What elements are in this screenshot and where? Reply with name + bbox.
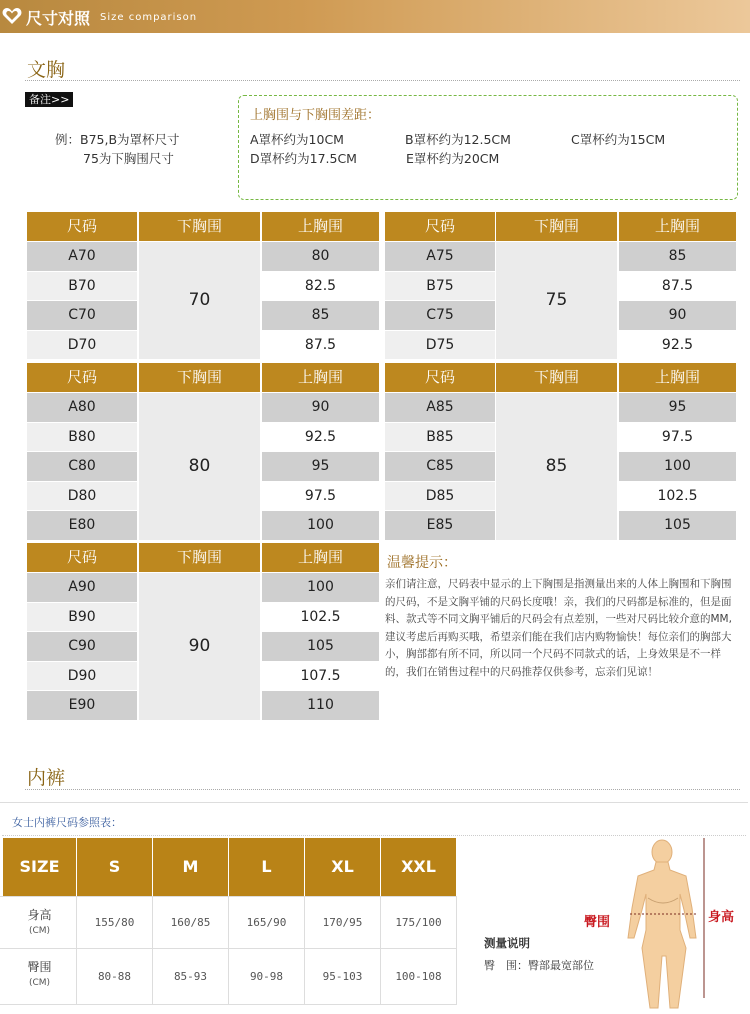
row-label: [3, 908, 76, 938]
cup-a: A罩杯约为10CM: [250, 132, 344, 147]
size-cell: E90: [27, 691, 137, 720]
size-value-cell: 95-103: [322, 970, 363, 983]
upper-bust-cell: 102.5: [262, 603, 379, 632]
size-value-cell: 175/100: [395, 916, 442, 929]
upper-bust-cell: 95: [619, 393, 736, 422]
upper-bust-cell: 97.5: [619, 423, 736, 452]
size-cell: C90: [27, 632, 137, 661]
upper-bust-cell: 102.5: [619, 482, 736, 511]
upper-bust-cell: 105: [619, 511, 736, 540]
upper-bust-cell: 110: [262, 691, 379, 720]
header-under-bust: 下胸围: [496, 212, 617, 241]
upper-bust-cell: 87.5: [262, 331, 379, 360]
banner-subtitle: Size comparison: [100, 12, 198, 23]
size-cell: E80: [27, 511, 137, 540]
header-size-xl: XL: [305, 838, 380, 896]
divider: [25, 789, 740, 790]
header-under-bust: 下胸围: [139, 543, 260, 572]
bra-section-title: 文胸: [27, 59, 66, 81]
size-value-cell: 100-108: [395, 970, 442, 983]
upper-bust-cell: 80: [262, 242, 379, 271]
size-cell: B85: [385, 423, 495, 452]
cup-b: B罩杯约为12.5CM: [405, 132, 511, 147]
figure-label-hip: 臀围: [584, 915, 611, 930]
table-gridline: [380, 896, 381, 1005]
header-size: 尺码: [385, 212, 495, 241]
divider: [2, 835, 746, 836]
under-bust-cell: 75: [496, 242, 617, 359]
heart-icon: [2, 7, 22, 25]
size-value-cell: 165/90: [246, 916, 287, 929]
measure-text: 臀 围：臀部最宽部位: [484, 959, 594, 972]
divider: [25, 80, 740, 81]
row-label: [3, 960, 76, 990]
figure-label-height: 身高: [708, 910, 735, 925]
upper-bust-cell: 105: [262, 632, 379, 661]
size-cell: B90: [27, 603, 137, 632]
table-gridline: [152, 896, 153, 1005]
under-bust-cell: 85: [496, 393, 617, 540]
note-tag: 备注>>: [25, 92, 73, 107]
size-value-cell: 90-98: [249, 970, 284, 983]
row-label-unit: (CM): [28, 926, 51, 936]
upper-bust-cell: 107.5: [262, 662, 379, 691]
header-size: 尺码: [385, 363, 495, 392]
example-line-1: 例：B75,B为罩杯尺寸: [55, 132, 180, 147]
header-upper-bust: 上胸围: [619, 363, 736, 392]
upper-bust-cell: 90: [619, 301, 736, 330]
size-cell: D85: [385, 482, 495, 511]
header-under-bust: 下胸围: [139, 363, 260, 392]
size-cell: A90: [27, 573, 137, 602]
panties-section-title: 内裤: [27, 767, 66, 789]
size-value-cell: 155/80: [94, 916, 135, 929]
panties-table-caption: 女士内裤尺码参照表：: [12, 816, 122, 829]
header-size: 尺码: [27, 543, 137, 572]
table-gridline: [76, 896, 77, 1005]
header-under-bust: 下胸围: [496, 363, 617, 392]
header-upper-bust: 上胸围: [262, 212, 379, 241]
cup-d: D罩杯约为17.5CM: [250, 151, 357, 166]
upper-bust-cell: 92.5: [619, 331, 736, 360]
cup-title: 上胸围与下胸围差距：: [250, 108, 381, 123]
size-cell: A85: [385, 393, 495, 422]
header-upper-bust: 上胸围: [619, 212, 736, 241]
table-gridline: [456, 896, 457, 1005]
upper-bust-cell: 87.5: [619, 272, 736, 301]
under-bust-cell: 80: [139, 393, 260, 540]
under-bust-cell: 70: [139, 242, 260, 359]
header-size: 尺码: [27, 363, 137, 392]
size-cell: E85: [385, 511, 495, 540]
header-size: 尺码: [27, 212, 137, 241]
row-label-text: 身高: [27, 908, 52, 922]
tip-text: 亲们请注意，尺码表中显示的上下胸围是指测量出来的人体上胸围和下胸围的尺码，不是文胸平铺的尺码长度哦！亲，我们的尺码都是标准的，但是面料、款式等不同文胸平铺后的尺码会有点差别，一些对尺码比较介意的MM,建议考虑后再购买哦，希望亲们能在我们店内购物愉快！每位亲们的胸部大小，胸部都有所不同，所以同一个尺码不同款式的话，上身效果是不一样的，我们在销售过程中的尺码推荐仅供参考，忘亲们见谅！: [385, 578, 732, 678]
example-line-2: 75为下胸围尺寸: [83, 151, 174, 166]
upper-bust-cell: 85: [619, 242, 736, 271]
upper-bust-cell: 97.5: [262, 482, 379, 511]
cup-e: E罩杯约为20CM: [406, 151, 500, 166]
size-cell: A70: [27, 242, 137, 271]
tip-title: 温馨提示：: [387, 555, 457, 571]
upper-bust-cell: 100: [262, 511, 379, 540]
header-size-l: L: [229, 838, 304, 896]
row-label-text: 臀围: [27, 960, 52, 974]
size-cell: B70: [27, 272, 137, 301]
header-size-xxl: XXL: [381, 838, 456, 896]
cup-c: C罩杯约为15CM: [571, 132, 666, 147]
size-cell: A80: [27, 393, 137, 422]
row-label-unit: (CM): [28, 978, 51, 988]
size-cell: D90: [27, 662, 137, 691]
size-cell: B80: [27, 423, 137, 452]
header-upper-bust: 上胸围: [262, 363, 379, 392]
upper-bust-cell: 100: [619, 452, 736, 481]
upper-bust-cell: 92.5: [262, 423, 379, 452]
upper-bust-cell: 90: [262, 393, 379, 422]
header-upper-bust: 上胸围: [262, 543, 379, 572]
size-cell: D75: [385, 331, 495, 360]
table-gridline: [228, 896, 229, 1005]
body-figure-illustration: [600, 838, 710, 1010]
measure-title: 测量说明: [484, 936, 530, 950]
size-value-cell: 80-88: [97, 970, 132, 983]
size-value-cell: 160/85: [170, 916, 211, 929]
size-cell: C70: [27, 301, 137, 330]
size-cell: A75: [385, 242, 495, 271]
upper-bust-cell: 100: [262, 573, 379, 602]
size-cell: D70: [27, 331, 137, 360]
upper-bust-cell: 95: [262, 452, 379, 481]
banner-title: 尺寸对照: [26, 9, 91, 28]
size-value-cell: 85-93: [173, 970, 208, 983]
header-size-m: M: [153, 838, 228, 896]
size-cell: C75: [385, 301, 495, 330]
header-under-bust: 下胸围: [139, 212, 260, 241]
header-size-s: S: [77, 838, 152, 896]
size-value-cell: 170/95: [322, 916, 363, 929]
header-banner: [0, 0, 750, 33]
under-bust-cell: 90: [139, 573, 260, 720]
size-cell: B75: [385, 272, 495, 301]
upper-bust-cell: 82.5: [262, 272, 379, 301]
size-cell: C80: [27, 452, 137, 481]
size-cell: C85: [385, 452, 495, 481]
header-size-label: SIZE: [3, 838, 76, 896]
table-gridline: [304, 896, 305, 1005]
upper-bust-cell: 85: [262, 301, 379, 330]
size-cell: D80: [27, 482, 137, 511]
